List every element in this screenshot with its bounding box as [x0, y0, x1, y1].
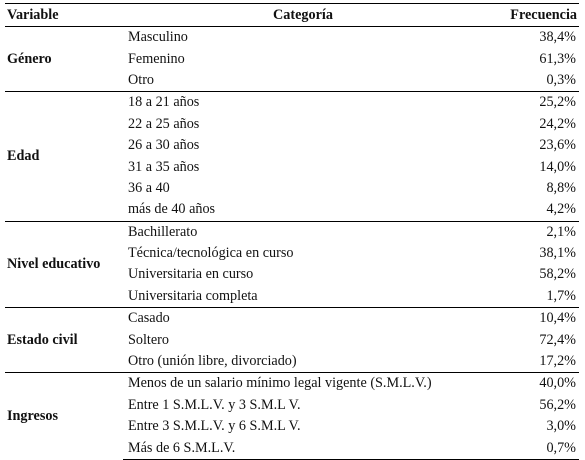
- header-frecuencia: Frecuencia: [483, 4, 579, 27]
- variable-label: Estado civil: [5, 308, 123, 373]
- table-row: [5, 221, 579, 243]
- frecuencia-cell: 56,2%: [539, 396, 576, 413]
- categoria-cell: Entre 1 S.M.L.V. y 3 S.M.L V.: [128, 396, 301, 413]
- frecuencia-cell: 0,7%: [483, 437, 579, 459]
- categoria-cell: Soltero: [128, 331, 169, 348]
- table-row: [5, 92, 579, 114]
- frecuencia-cell: 4,2%: [546, 201, 576, 218]
- categoria-cell: Femenino: [128, 50, 185, 67]
- categoria-cell: 18 a 21 años: [123, 92, 483, 114]
- frecuencia-cell: 17,2%: [539, 353, 576, 370]
- frecuencia-cell: 40,0%: [483, 373, 579, 395]
- categoria-cell: Bachillerato: [123, 221, 483, 243]
- frecuencia-cell: 38,4%: [483, 27, 579, 49]
- categoria-cell: Masculino: [123, 27, 483, 49]
- group-2: [5, 221, 579, 308]
- categoria-cell: 36 a 40: [128, 179, 170, 196]
- categoria-cell: Otro: [128, 71, 155, 88]
- frecuencia-cell: 10,4%: [483, 308, 579, 330]
- categoria-cell: 31 a 35 años: [128, 158, 200, 175]
- header-row: [5, 4, 579, 27]
- frecuencia-cell: 0,3%: [546, 71, 576, 88]
- frecuencia-cell: 58,2%: [539, 266, 576, 283]
- categoria-cell: Universitaria completa: [128, 287, 258, 304]
- categoria-cell: Casado: [123, 308, 483, 330]
- frecuencia-cell: 23,6%: [539, 137, 576, 154]
- categoria-cell: Entre 3 S.M.L.V. y 6 S.M.L V.: [128, 418, 301, 435]
- categoria-cell: Universitaria en curso: [128, 266, 254, 283]
- categoria-cell: 26 a 30 años: [128, 137, 200, 154]
- categoria-cell: 22 a 25 años: [128, 115, 200, 132]
- categoria-cell: Otro (unión libre, divorciado): [128, 353, 297, 370]
- variable-label: Ingresos: [5, 373, 123, 460]
- frecuencia-cell: 72,4%: [539, 331, 576, 348]
- variable-label: Nivel educativo: [5, 221, 123, 308]
- table-row: [5, 308, 579, 330]
- table-header: [5, 4, 579, 27]
- categoria-cell: más de 40 años: [128, 201, 216, 218]
- group-3: [5, 308, 579, 373]
- table-row: [5, 373, 579, 395]
- categoria-cell: Más de 6 S.M.L.V.: [123, 437, 483, 459]
- frecuencia-cell: 8,8%: [546, 179, 576, 196]
- frecuencia-cell: 3,0%: [546, 418, 576, 435]
- group-1: [5, 92, 579, 221]
- frecuencia-cell: 14,0%: [539, 158, 576, 175]
- variable-label: Edad: [5, 92, 123, 221]
- categoria-cell: Menos de un salario mínimo legal vigente (S.M.L.V.): [123, 373, 483, 395]
- group-0: [5, 27, 579, 92]
- frecuencia-cell: 24,2%: [539, 115, 576, 132]
- group-4: [5, 373, 579, 460]
- frecuencia-cell: 61,3%: [539, 50, 576, 67]
- table-row: [5, 27, 579, 49]
- categoria-cell: Técnica/tecnológica en curso: [128, 245, 294, 262]
- header-categoria: Categoría: [123, 4, 483, 27]
- header-variable: Variable: [5, 4, 123, 27]
- frecuencia-cell: 1,7%: [546, 287, 576, 304]
- frecuencia-cell: 38,1%: [539, 245, 576, 262]
- variable-label: Género: [5, 27, 123, 92]
- frecuencia-cell: 25,2%: [483, 92, 579, 114]
- frecuencia-cell: 2,1%: [483, 221, 579, 243]
- demographics-table: [5, 3, 579, 460]
